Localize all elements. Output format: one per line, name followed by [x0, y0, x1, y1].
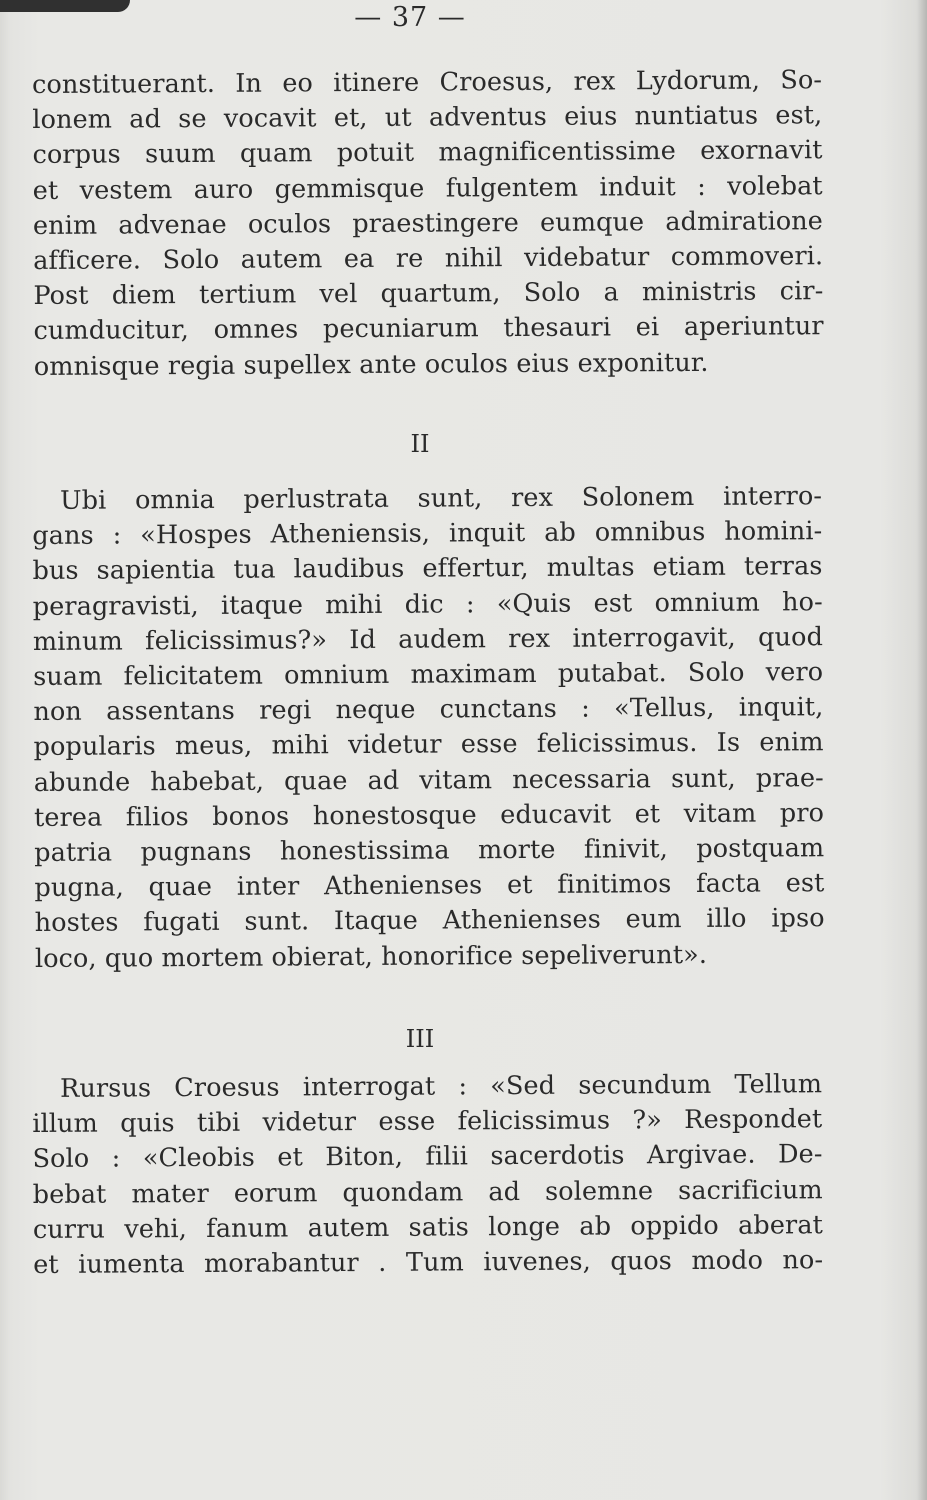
- text-line: illum quis tibi videtur esse felicissimus ?» Respondet: [32, 1104, 823, 1140]
- text-line: corpus suum quam potuit magnificentissime exornavit: [32, 135, 823, 171]
- text-line: terea filios bonos honestosque educavit et vitam pro: [33, 797, 825, 833]
- text-line: hostes fugati sunt. Itaque Athenienses eum illo ipso: [34, 903, 825, 939]
- text-line: afficere. Solo autem ea re nihil videbatur commoveri.: [33, 241, 824, 277]
- text-line: non assentans regi neque cunctans : «Tellus, inquit,: [33, 692, 824, 728]
- text-line: cumducitur, omnes pecuniarum thesauri ei aperiuntur: [33, 311, 824, 347]
- text-line: omnisque regia supellex ante oculos eius exponitur.: [33, 347, 709, 382]
- text-line: et vestem auro gemmisque fulgentem induit : volebat: [32, 170, 823, 206]
- section-3-text: [32, 1067, 823, 1283]
- text-line: Ubi omnia perlustrata sunt, rex Solonem interro-: [60, 481, 823, 516]
- text-line: loco, quo mortem obierat, honorifice sepeliverunt».: [34, 939, 708, 974]
- text-line: Rursus Croesus interrogat : «Sed secundum Tellum: [60, 1069, 823, 1104]
- section-2-heading: II: [410, 430, 430, 458]
- text-line: peragravisti, itaque mihi dic : «Quis est omnium ho-: [32, 586, 823, 622]
- text-line: pugna, quae inter Athenienses et finitimos facta est: [34, 868, 825, 904]
- text-line: suam felicitatem omnium maximam putabat. Solo vero: [33, 657, 824, 693]
- text-line: Solo : «Cleobis et Biton, filii sacerdotis Argivae. De-: [32, 1139, 823, 1175]
- text-line: enim advenae oculos praestingere eumque admiratione: [32, 205, 824, 241]
- text-line: constituerant. In eo itinere Croesus, rex Lydorum, So-: [32, 65, 823, 100]
- text-line: popularis meus, mihi videtur esse felicissimus. Is enim: [33, 727, 824, 763]
- page-number: — 37 —: [354, 2, 466, 33]
- text-line: et iumenta morabantur . Tum iuvenes, quos modo no-: [33, 1245, 824, 1281]
- text-line: abunde habebat, quae ad vitam necessaria sunt, prae-: [33, 762, 824, 798]
- text-line: bebat mater eorum quondam ad solemne sacrificium: [32, 1174, 823, 1210]
- section-2-text: [32, 479, 825, 977]
- section-1-text: [32, 63, 824, 385]
- text-line: Post diem tertium vel quartum, Solo a ministris cir-: [33, 276, 824, 312]
- text-line: lonem ad se vocavit et, ut adventus eius nuntiatus est,: [32, 100, 823, 136]
- text-line: patria pugnans honestissima morte finivit, postquam: [34, 833, 825, 869]
- text-line: gans : «Hospes Atheniensis, inquit ab omnibus homini-: [32, 516, 823, 552]
- page-edge-shadow: [917, 0, 927, 1500]
- text-line: bus sapientia tua laudibus effertur, multas etiam terras: [32, 551, 823, 587]
- text-line: minum felicissimus?» Id audem rex interrogavit, quod: [32, 621, 824, 657]
- text-line: curru vehi, fanum autem satis longe ab oppido aberat: [32, 1209, 824, 1245]
- section-3-heading: III: [405, 1025, 435, 1053]
